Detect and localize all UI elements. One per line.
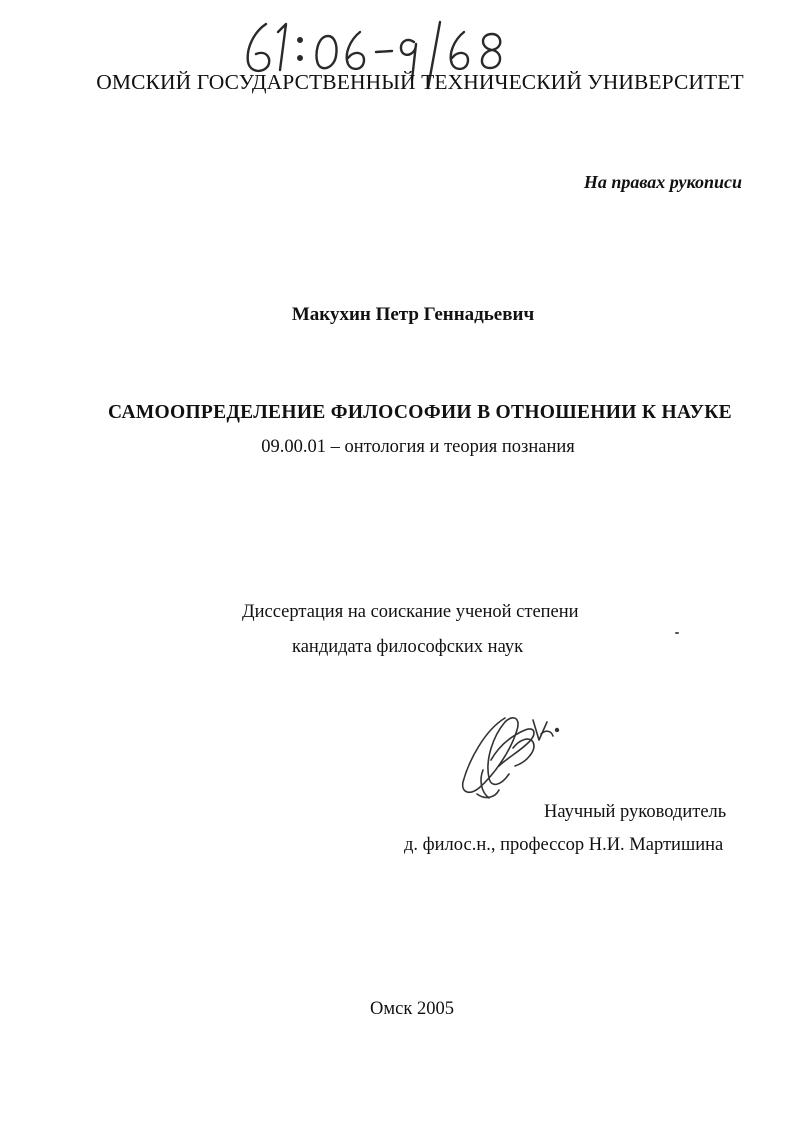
supervisor-label: Научный руководитель [544,802,727,822]
author-name: Макухин Петр Геннадьевич [291,304,535,325]
signature [455,700,565,810]
manuscript-note: На правах рукописи [583,172,742,192]
dissertation-title: САМООПРЕДЕЛЕНИЕ ФИЛОСОФИИ В ОТНОШЕНИИ К НАУКЕ [108,402,732,423]
supervisor-name: д. филос.н., профессор Н.И. Мартишина [404,835,724,855]
scan-speck [675,632,679,634]
city-year: Омск 2005 [370,999,454,1019]
university-name: ОМСКИЙ ГОСУДАРСТВЕННЫЙ ТЕХНИЧЕСКИЙ УНИВЕРСИТЕТ [96,70,744,94]
specialty-code: 09.00.01 – онтология и теория познания [261,437,575,457]
degree-line-2: кандидата философских наук [292,637,524,657]
degree-line-1: Диссертация на соискание ученой степени [242,602,579,622]
